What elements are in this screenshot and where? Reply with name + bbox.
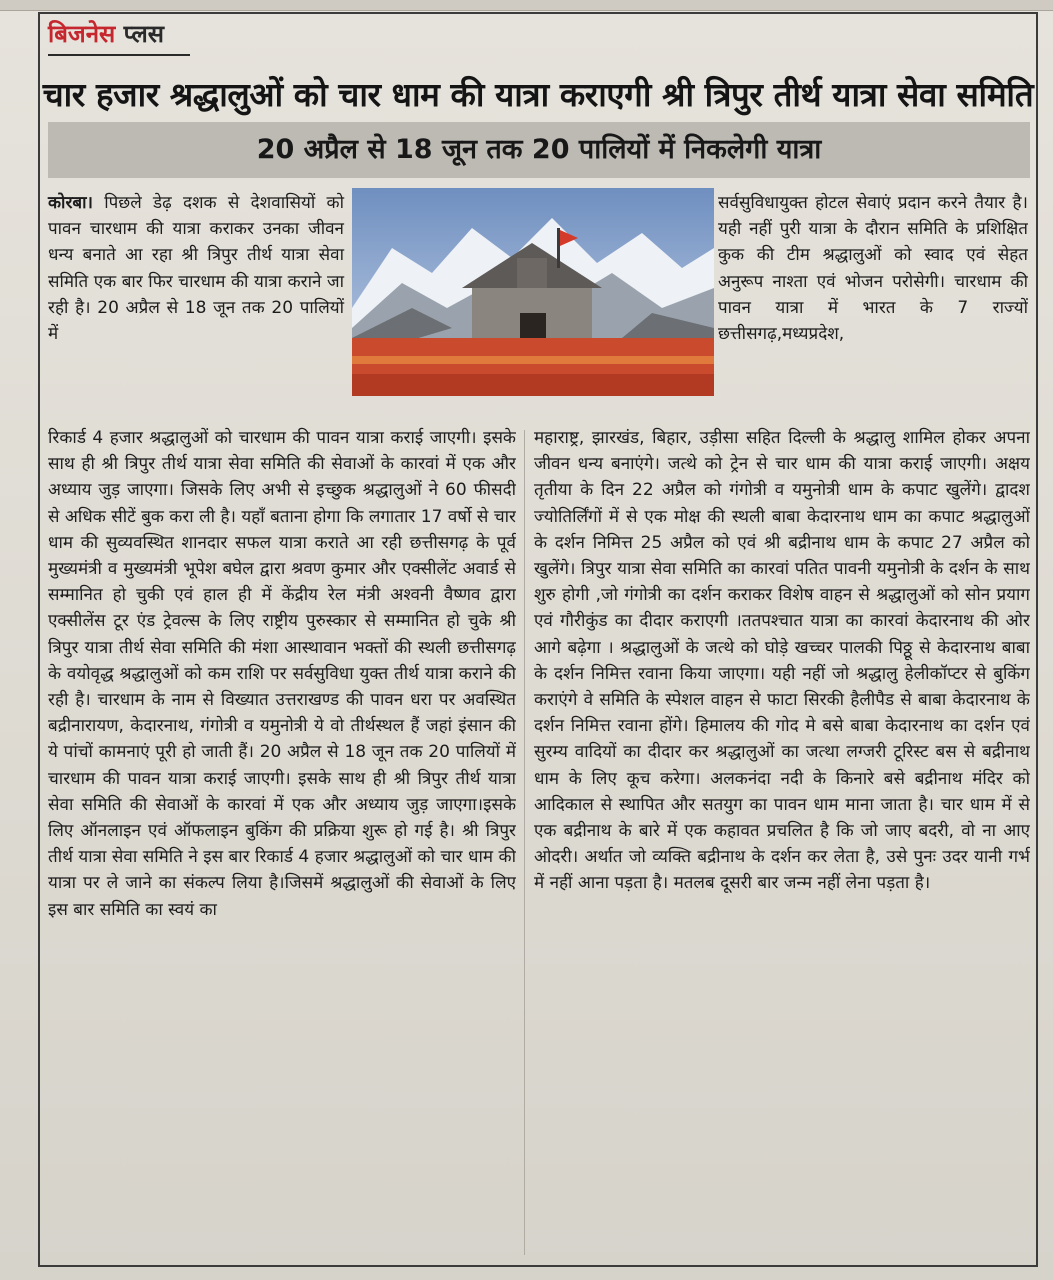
headline: चार हजार श्रद्धालुओं को चार धाम की यात्रा कराएगी श्री त्रिपुर तीर्थ यात्रा सेवा समिति — [42, 75, 1034, 114]
section-tag-red: बिजनेस — [48, 20, 116, 48]
dateline: कोरबा। — [48, 193, 93, 213]
section-tag — [48, 18, 164, 50]
left-column-body: रिकार्ड 4 हजार श्रद्धालुओं को चारधाम की पावन यात्रा कराई जाएगी। इसके साथ ही श्री त्रिपुर तीर्थ यात्रा सेवा समिति की सेवाओं के कारवां में एक और अध्याय जुड़ जाएगा। जिसके लिए अभी से इच्छुक श्रद्धालुओं ने 60 फीसदी से अधिक सीटें बुक करा ली है। यहाँ बताना होगा कि लगातार 17 वर्षो से चार धाम की सुव्यवस्थित शानदार सफल यात्रा कराते आ रही छत्तीसगढ़ के पूर्व मुख्यमंत्री व मुख्यमंत्री भूपेश बघेल द्वारा श्रवण कुमार और एक्सीलेंट अवार्ड से सम्मानित हो चुकी एवं हाल ही में केंद्रीय रेल मंत्री अश्वनी वैष्णव द्वारा एक्सीलेंस टूर एंड ट्रेवल्स के लिए राष्ट्रीय पुरुस्कार से सम्मानित हो चुके श्री त्रिपुर यात्रा तीर्थ सेवा समिति की मंशा आस्थावान भक्तों की स्थली छत्तीसगढ़ के वयोवृद्ध श्रद्धालुओं को कम राशि पर सर्वसुविधा युक्त तीर्थ यात्रा कराने की रही है। चारधाम के नाम से विख्यात उत्तराखण्ड की पावन धरा पर अवस्थित बद्रीनारायण, केदारनाथ, गंगोत्री व यमुनोत्री ये वो तीर्थस्थल हैं जहां इंसान की ये पांचों कामनाएं पूरी हो जाती हैं। 20 अप्रैल से 18 जून तक 20 पालियों में चारधाम की पावन यात्रा कराई जाएगी। इसके साथ ही श्री त्रिपुर तीर्थ यात्रा सेवा समिति की सेवाओं के कारवां में एक और अध्याय जुड़ जाएगा।इसके लिए ऑनलाइन एवं ऑफलाइन बुकिंग की प्रक्रिया शुरू हो गई है। श्री त्रिपुर तीर्थ यात्रा सेवा समिति ने इस बार रिकार्ड 4 हजार श्रद्धालुओं को चार धाम की यात्रा पर ले जाने का संकल्प लिया है।जिसमें श्रद्धालुओं की सेवाओं के लिए इस बार समिति का स्वयं का — [48, 428, 516, 920]
left-column-top-text: पिछले डेढ़ दशक से देशवासियों को पावन चारधाम की यात्रा कराकर उनका जीवन धन्य बनाते आ रहा श्री त्रिपुर तीर्थ यात्रा सेवा समिति एक बार फिर चारधाम की यात्रा कराने जा रही है। 20 अप्रैल से 18 जून तक 20 पालियों में — [48, 193, 344, 345]
right-column-body: महाराष्ट्र, झारखंड, बिहार, उड़ीसा सहित दिल्ली के श्रद्धालु शामिल होकर अपना जीवन धन्य बनाएंगे। जत्थे को ट्रेन से चार धाम की यात्रा कराई जाएगी। अक्षय तृतीया के दिन 22 अप्रैल को गंगोत्री व यमुनोत्री धाम के कपाट खुलेंगे। द्वादश ज्योतिर्लिंगों में से एक मोक्ष की स्थली बाबा केदारनाथ धाम का कपाट श्रद्धालुओं के दर्शन निमित्त 25 अप्रैल को एवं श्री बद्रीनाथ धाम के कपाट 27 अप्रैल को खुलेंगे। त्रिपुर यात्रा सेवा समिति का कारवां पतित पावनी यमुनोत्री के दर्शन के साथ शुरु होगी ,जो गंगोत्री का दर्शन कराकर विशेष वाहन से श्रद्धालुओं को सोन प्रयाग एवं गौरीकुंड का दीदार कराएगी ।ततपश्चात यात्रा का कारवां केदारनाथ की ओर आगे बढ़ेगा । श्रद्धालुओं के जत्थे को घोड़े खच्चर पालकी पिठ्ठू से केदारनाथ बाबा के दर्शन निमित्त रवाना किया जाएगा। यही नहीं जो श्रद्धालु हेलीकॉप्टर से बुकिंग कराएंगे वे समिति के स्पेशल वाहन से फाटा सिरकी हैलीपैड से बाबा केदारनाथ के दर्शन निमित्त रवाना होंगे। हिमालय की गोद मे बसे बाबा केदारनाथ का दर्शन एवं सुरम्य वादियों का दीदार कर श्रद्धालुओं का जत्था लग्जरी टूरिस्ट बस से बद्रीनाथ धाम के लिए कूच करेगा। अलकनंदा नदी के किनारे बसे बद्रीनाथ मंदिर को आदिकाल से स्थापित और सतयुग का पावन धाम माना जाता है। चार धाम में से एक बद्रीनाथ के बारे में एक कहावत प्रचलित है कि जो जाए बदरी, वो ना आए ओदरी। अर्थात जो व्यक्ति बद्रीनाथ के दर्शन कर लेता है, उसे पुनः उदर यानी गर्भ में नहीं आना पड़ता है। मतलब दूसरी बार जन्म नहीं लेना पड़ता है। — [534, 428, 1030, 894]
previous-article-strip — [0, 0, 1053, 11]
kedarnath-temple-photo — [352, 188, 714, 396]
temple-illustration — [352, 188, 714, 396]
right-column-top: सर्वसुविधायुक्त होटल सेवाएं प्रदान करने तैयार है। यही नहीं पुरी यात्रा के दौरान समिति के प्रशिक्षित कुक की टीम श्रद्धालुओं को स्वाद एवं सेहत अनुरूप नाश्ता एवं भोजन परोसेगी। चारधाम की पावन यात्रा में भारत के 7 राज्यों छत्तीसगढ़,मध्यप्रदेश, — [718, 193, 1028, 345]
subheadline: 20 अप्रैल से 18 जून तक 20 पालियों में निकलेगी यात्रा — [256, 134, 822, 165]
left-column-top — [48, 190, 344, 347]
section-tag-rule — [48, 54, 190, 56]
column-gutter — [524, 430, 525, 1255]
section-tag-dark: प्लस — [123, 20, 164, 48]
